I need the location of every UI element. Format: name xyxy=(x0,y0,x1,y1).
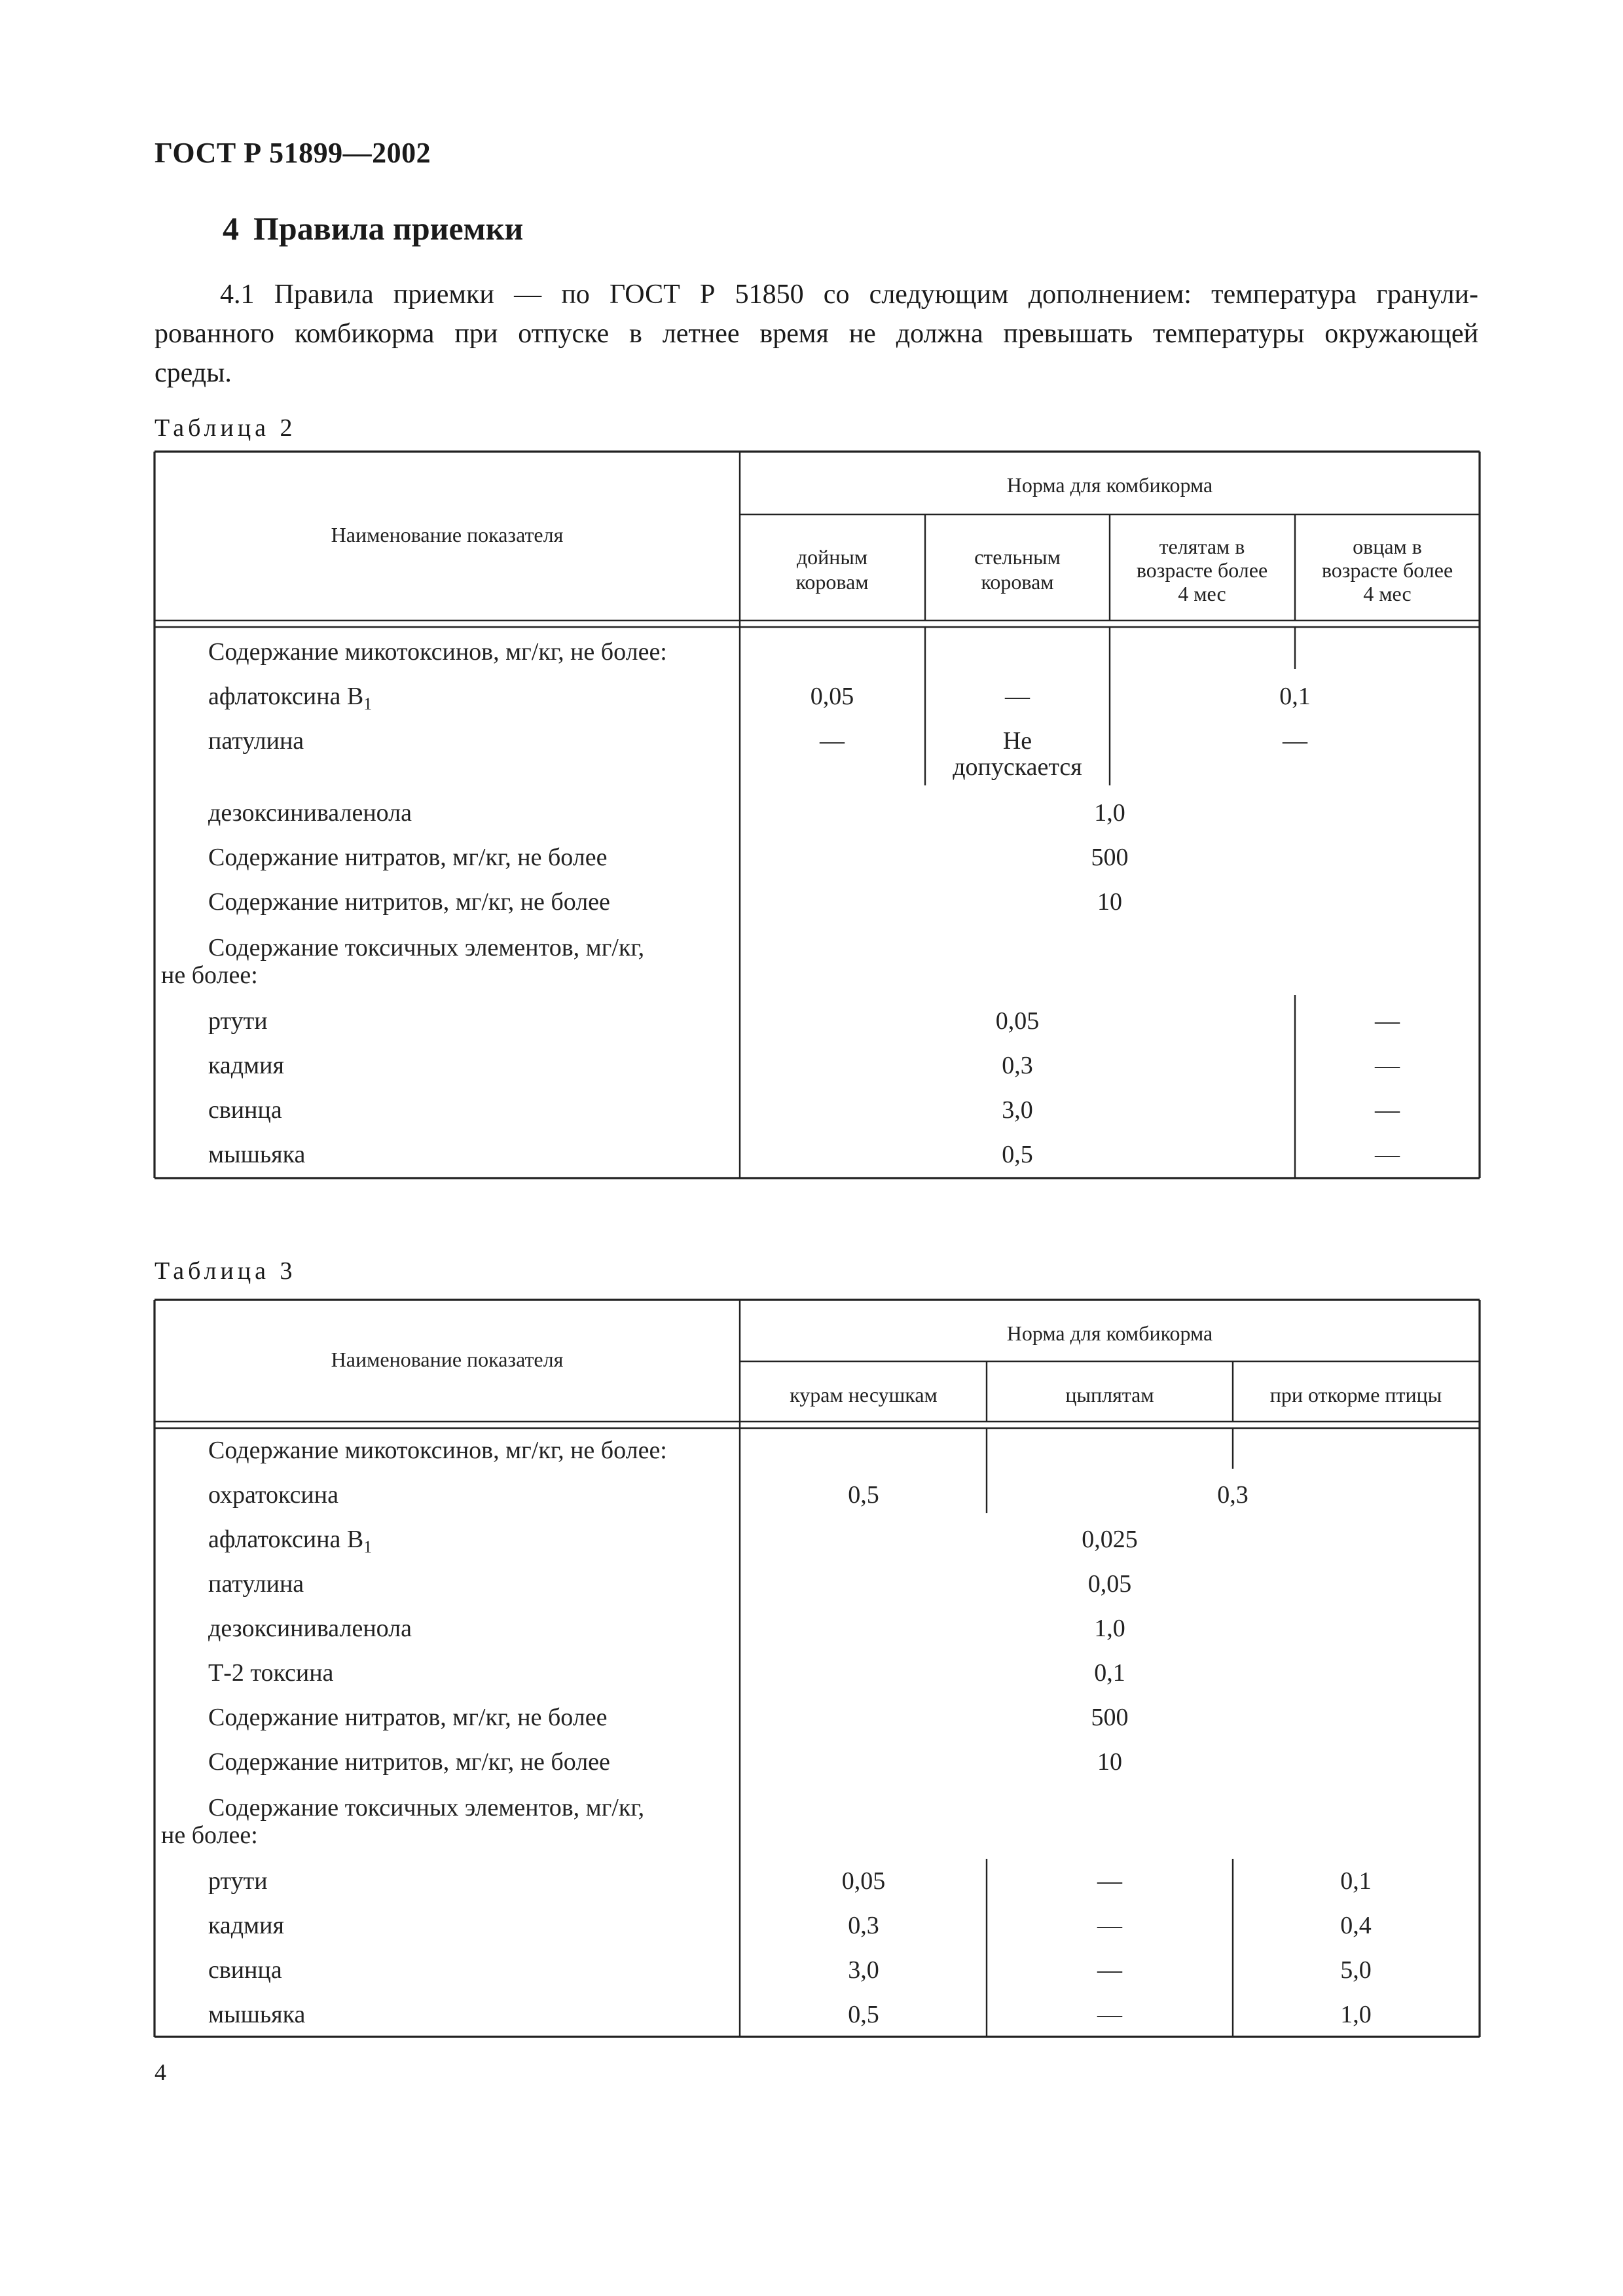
t3-row-mercury: ртути xyxy=(208,1867,268,1895)
t2-row-aflatoxin xyxy=(208,683,372,713)
table3 xyxy=(155,1300,1480,2037)
t3-nitrates-value: 500 xyxy=(1091,1704,1129,1731)
t2-col4-line3: 4 мес xyxy=(1363,582,1412,605)
t3-row-lead: свинца xyxy=(208,1956,282,1984)
t2-row-cadmium: кадмия xyxy=(208,1052,284,1079)
t3-mercury-broilers: 0,1 xyxy=(1340,1867,1372,1895)
t2-patulin-cows: — xyxy=(820,727,845,755)
t2-nitrates-value: 500 xyxy=(1091,844,1129,871)
t3-row-arsenic: мышьяка xyxy=(208,2001,306,2028)
t2-aflatoxin-label: афлатоксина B xyxy=(208,683,364,710)
table2-caption: Таблица 2 xyxy=(155,414,297,442)
t2-patulin-calves-sheep: — xyxy=(1283,727,1307,755)
t3-mercury-chicks: — xyxy=(1097,1867,1122,1895)
t3-col2: цыплятам xyxy=(1065,1383,1154,1407)
t3-lead-hens: 3,0 xyxy=(848,1956,879,1984)
t2-col4-line1: овцам в xyxy=(1353,535,1422,558)
t2-mercury-sheep: — xyxy=(1375,1007,1400,1035)
t2-row-patulin: патулина xyxy=(208,727,304,755)
t3-row-cadmium: кадмия xyxy=(208,1912,284,1939)
t2-lead-sheep: — xyxy=(1375,1096,1400,1124)
section-number: 4 xyxy=(223,210,239,247)
t3-row-toxic-line2: не более: xyxy=(161,1821,258,1849)
t3-arsenic-broilers: 1,0 xyxy=(1340,2001,1372,2028)
t2-row-nitrites: Содержание нитритов, мг/кг, не более xyxy=(208,888,610,916)
t2-row-deoxy: дезоксиниваленола xyxy=(208,799,412,827)
t3-deoxy-value: 1,0 xyxy=(1094,1615,1125,1642)
t2-col2-line1: стельным xyxy=(974,545,1061,569)
t2-lead-value: 3,0 xyxy=(1002,1096,1033,1124)
t2-row-mercury: ртути xyxy=(208,1007,268,1035)
t3-row-deoxy: дезоксиниваленола xyxy=(208,1615,412,1642)
t3-aflatoxin-label: афлатоксина B xyxy=(208,1526,364,1553)
t3-cadmium-broilers: 0,4 xyxy=(1340,1912,1372,1939)
paragraph-line: среды. xyxy=(155,358,232,388)
t2-deoxy-value: 1,0 xyxy=(1094,799,1125,827)
t2-cadmium-value: 0,3 xyxy=(1002,1052,1033,1079)
t3-row-nitrates: Содержание нитратов, мг/кг, не более xyxy=(208,1704,608,1731)
t3-header-indicator: Наименование показателя xyxy=(331,1348,564,1371)
t2-aflatoxin-pregnant: — xyxy=(1005,683,1030,710)
t3-row-nitrites: Содержание нитритов, мг/кг, не более xyxy=(208,1748,610,1776)
t3-row-mycotoxins: Содержание микотоксинов, мг/кг, не более: xyxy=(208,1437,667,1464)
t3-ochratoxin-hens: 0,5 xyxy=(848,1481,879,1509)
t2-row-nitrates: Содержание нитратов, мг/кг, не более xyxy=(208,844,608,871)
t3-aflatoxin-sub: 1 xyxy=(363,1537,373,1556)
t2-col3-line2: возрасте более xyxy=(1136,558,1268,582)
t2-col3-line1: телятам в xyxy=(1159,535,1245,558)
t3-nitrites-value: 10 xyxy=(1097,1748,1122,1776)
t3-ochratoxin-chicks-broilers: 0,3 xyxy=(1217,1481,1249,1509)
t2-row-toxic-line1: Содержание токсичных элементов, мг/кг, xyxy=(208,934,645,961)
t2-patulin-pregnant-1: Не xyxy=(1002,727,1032,755)
paragraph-line: 4.1 Правила приемки — по ГОСТ Р 51850 со следующим дополнением: температура гранули- xyxy=(220,279,1478,310)
table2 xyxy=(155,452,1480,1178)
t2-col2-line2: коровам xyxy=(981,570,1054,594)
t2-cadmium-sheep: — xyxy=(1375,1052,1400,1079)
t3-col3: при откорме птицы xyxy=(1269,1383,1442,1407)
t2-patulin-pregnant-2: допускается xyxy=(953,753,1082,781)
t2-col3-line3: 4 мес xyxy=(1178,582,1226,605)
t2-header-norm: Норма для комбикорма xyxy=(1006,473,1213,497)
document-code: ГОСТ Р 51899—2002 xyxy=(155,137,431,169)
t3-row-toxic-line1: Содержание токсичных элементов, мг/кг, xyxy=(208,1794,645,1821)
t3-cadmium-hens: 0,3 xyxy=(848,1912,879,1939)
t2-nitrites-value: 10 xyxy=(1097,888,1122,916)
t3-row-patulin: патулина xyxy=(208,1570,304,1598)
table3-caption: Таблица 3 xyxy=(155,1257,297,1285)
t3-aflatoxin-value: 0,025 xyxy=(1082,1526,1138,1553)
t2-aflatoxin-calves-sheep: 0,1 xyxy=(1279,683,1311,710)
t2-row-mycotoxins: Содержание микотоксинов, мг/кг, не более: xyxy=(208,638,667,666)
t2-col4-line2: возрасте более xyxy=(1321,558,1453,582)
t2-aflatoxin-sub: 1 xyxy=(363,694,373,713)
t3-arsenic-hens: 0,5 xyxy=(848,2001,879,2028)
t3-row-ochratoxin: охратоксина xyxy=(208,1481,338,1509)
t2-arsenic-value: 0,5 xyxy=(1002,1141,1033,1168)
t3-lead-broilers: 5,0 xyxy=(1340,1956,1372,1984)
t2-arsenic-sheep: — xyxy=(1375,1141,1400,1168)
t3-cadmium-chicks: — xyxy=(1097,1912,1122,1939)
t3-mercury-hens: 0,05 xyxy=(841,1867,886,1895)
t2-aflatoxin-cows: 0,05 xyxy=(810,683,854,710)
t2-row-lead: свинца xyxy=(208,1096,282,1124)
section-title: Правила приемки xyxy=(253,210,524,247)
t2-row-arsenic: мышьяка xyxy=(208,1141,306,1168)
t2-mercury-value: 0,05 xyxy=(995,1007,1040,1035)
t3-lead-chicks: — xyxy=(1097,1956,1122,1984)
t3-header-norm: Норма для комбикорма xyxy=(1006,1321,1213,1345)
t3-row-t2: Т-2 токсина xyxy=(208,1659,334,1687)
page-number: 4 xyxy=(155,2059,166,2085)
t2-col1-line1: дойным xyxy=(796,545,868,569)
t3-patulin-value: 0,05 xyxy=(1087,1570,1132,1598)
t2-header-indicator: Наименование показателя xyxy=(331,523,564,547)
t3-col1: курам несушкам xyxy=(790,1383,938,1407)
t2-col1-line2: коровам xyxy=(795,570,869,594)
paragraph-line: рованного комбикорма при отпуске в летнее время не должна превышать температуры окружающей xyxy=(155,319,1478,349)
t3-arsenic-chicks: — xyxy=(1097,2001,1122,2028)
t3-row-aflatoxin xyxy=(208,1526,372,1556)
t2-row-toxic-line2: не более: xyxy=(161,961,258,989)
t3-t2-value: 0,1 xyxy=(1094,1659,1125,1687)
